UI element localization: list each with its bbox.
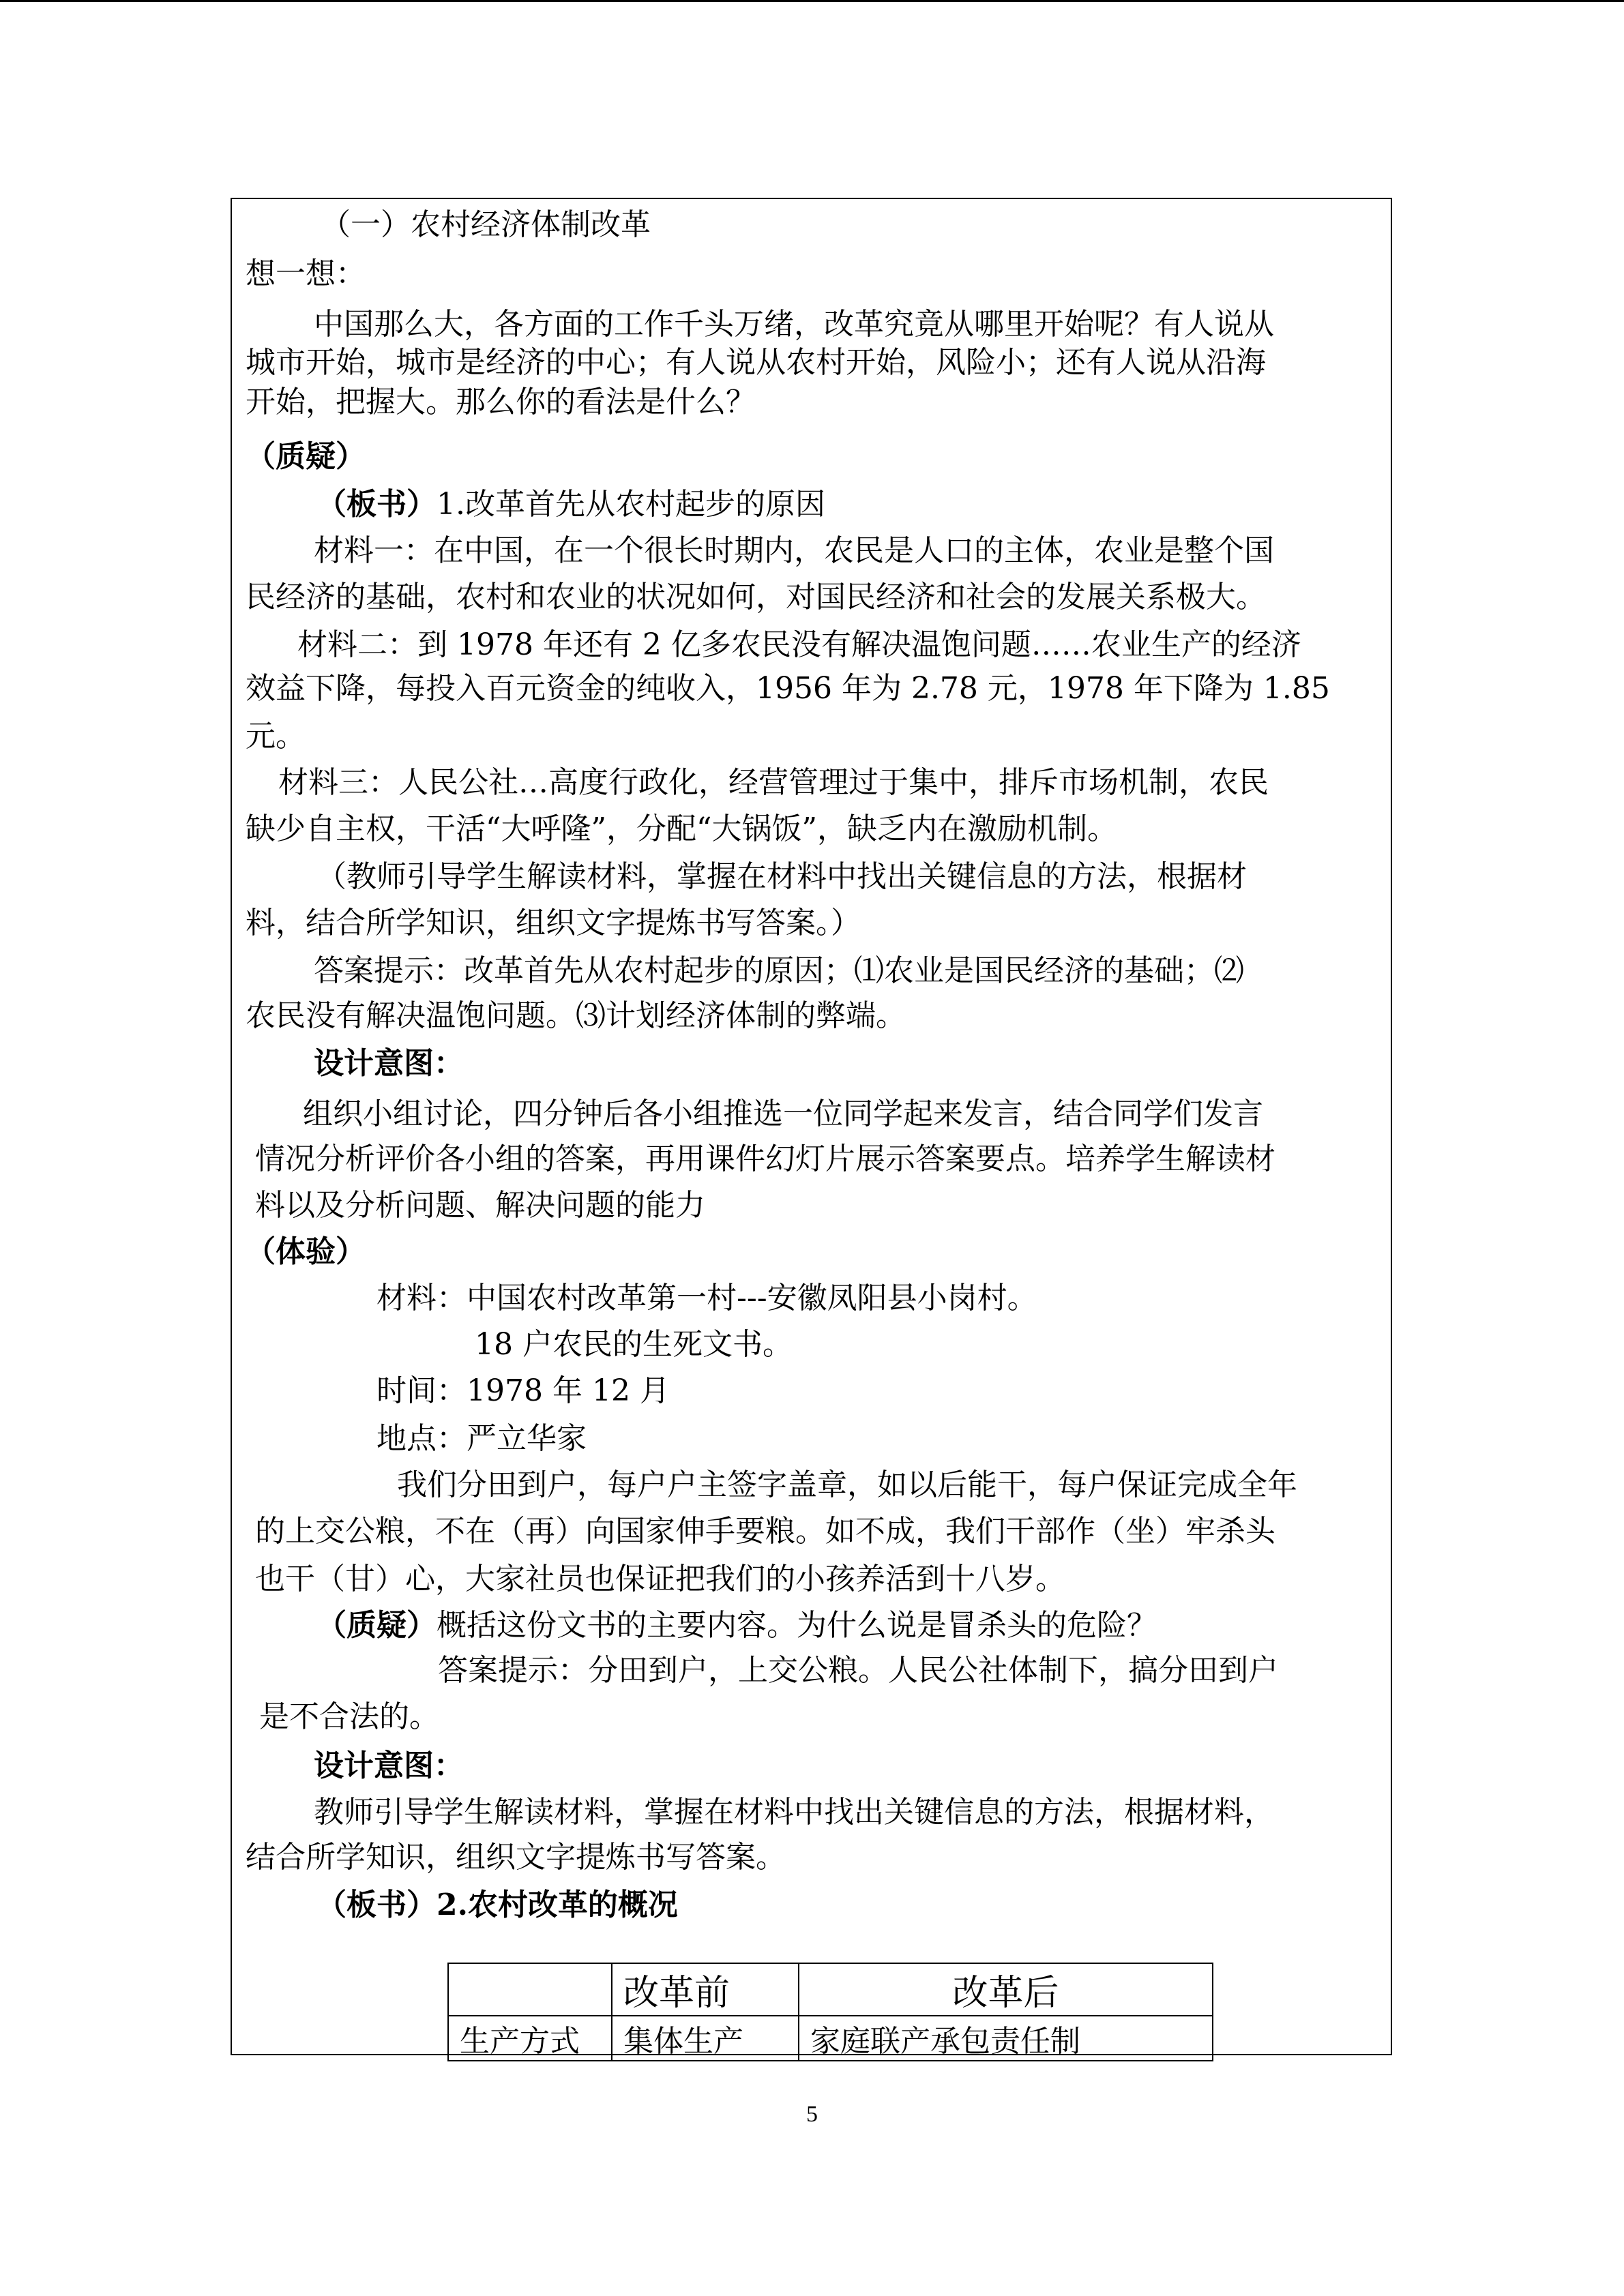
- design-text-1-line-3: 料以及分析问题、解决问题的能力: [255, 1188, 705, 1223]
- board-heading-1: [316, 484, 825, 525]
- think-text-line-3: 开始，把握大。那么你的看法是什么？: [246, 385, 756, 419]
- think-label: 想一想：: [246, 256, 366, 291]
- question-2: [316, 1605, 1157, 1646]
- exp-time: 时间：1978 年 12 月: [377, 1373, 670, 1408]
- design-text-2-line-2: 结合所学知识，组织文字提炼书写答案。: [246, 1840, 786, 1875]
- answer-hint-2-line-2: 是不合法的。: [259, 1699, 439, 1734]
- board-text-1: 1.改革首先从农村起步的原因: [437, 487, 825, 522]
- design-label-1: 设计意图：: [314, 1046, 464, 1081]
- design-text-2-line-1: 教师引导学生解读材料，掌握在材料中找出关键信息的方法，根据材料，: [314, 1795, 1274, 1830]
- design-text-1-line-2: 情况分析评价各小组的答案，再用课件幻灯片展示答案要点。培养学生解读材: [255, 1142, 1275, 1176]
- answer-hint-1-line-1: 答案提示：改革首先从农村起步的原因；⑴农业是国民经济的基础；⑵: [314, 953, 1244, 988]
- table-header-cell: [448, 1963, 612, 2016]
- question-2-prefix: （质疑）: [316, 1608, 437, 1643]
- reform-comparison-table: [447, 1963, 1213, 2061]
- table-header-row: [448, 1963, 1213, 2016]
- teacher-guide-1-line-1: （教师引导学生解读材料，掌握在材料中找出关键信息的方法，根据材: [316, 859, 1247, 894]
- board-prefix-1: （板书）: [316, 487, 437, 522]
- table-header-cell: 改革后: [799, 1963, 1213, 2016]
- section-title: （一）农村经济体制改革: [321, 207, 651, 242]
- top-border-line: [0, 0, 1624, 2]
- material-1-line-2: 民经济的基础，农村和农业的状况如何，对国民经济和社会的发展关系极大。: [246, 580, 1266, 614]
- table-cell: 生产方式: [448, 2016, 612, 2061]
- material-3-line-2: 缺少自主权，干活“大呼隆”，分配“大锅饭”，缺乏内在激励机制。: [246, 811, 1117, 846]
- design-text-1-line-1: 组织小组讨论，四分钟后各小组推选一位同学起来发言，结合同学们发言: [303, 1097, 1263, 1131]
- teacher-guide-1-line-2: 料，结合所学知识，组织文字提炼书写答案。）: [246, 906, 861, 940]
- board-heading-2: （板书）2.农村改革的概况: [316, 1888, 678, 1922]
- answer-hint-1-line-2: 农民没有解决温饱问题。⑶计划经济体制的弊端。: [246, 998, 906, 1033]
- exp-material-1: 材料：中国农村改革第一村---安徽凤阳县小岗村。: [377, 1281, 1037, 1315]
- answer-hint-2-line-1: 答案提示：分田到户，上交公粮。人民公社体制下，搞分田到户: [438, 1653, 1278, 1688]
- material-1-line-1: 材料一：在中国，在一个很长时期内，农民是人口的主体，农业是整个国: [314, 533, 1274, 568]
- table-row: [448, 2016, 1213, 2061]
- material-3-line-1: 材料三：人民公社…高度行政化，经营管理过于集中，排斥市场机制，农民: [278, 765, 1269, 800]
- exp-text-line-3: 也干（甘）心，大家社员也保证把我们的小孩养活到十八岁。: [255, 1562, 1065, 1596]
- material-2-line-1: 材料二：到 1978 年还有 2 亿多农民没有解决温饱问题……农业生产的经济: [297, 627, 1301, 662]
- experience-label: （体验）: [246, 1234, 366, 1269]
- question-2-text: 概括这份文书的主要内容。为什么说是冒杀头的危险？: [437, 1608, 1157, 1643]
- material-2-line-2: 效益下降，每投入百元资金的纯收入，1956 年为 2.78 元，1978 年下降为 1.85: [246, 671, 1330, 706]
- think-text-line-2: 城市开始，城市是经济的中心；有人说从农村开始，风险小；还有人说从沿海: [246, 345, 1266, 380]
- page-number: 5: [806, 2102, 818, 2127]
- exp-place: 地点：严立华家: [377, 1421, 587, 1456]
- table-cell: 集体生产: [612, 2016, 799, 2061]
- table-header-cell: 改革前: [612, 1963, 799, 2016]
- exp-text-line-2: 的上交公粮，不在（再）向国家伸手要粮。如不成，我们干部作（坐）牢杀头: [255, 1514, 1275, 1549]
- exp-text-line-1: 我们分田到户，每户户主签字盖章，如以后能干，每户保证完成全年: [397, 1467, 1297, 1502]
- think-text-line-1: 中国那么大，各方面的工作千头万绪，改革究竟从哪里开始呢？有人说从: [314, 307, 1274, 342]
- exp-material-2: 18 户农民的生死文书。: [475, 1327, 793, 1362]
- question-label-1: （质疑）: [246, 439, 366, 474]
- design-label-2: 设计意图：: [314, 1748, 464, 1783]
- table-cell: 家庭联产承包责任制: [799, 2016, 1213, 2061]
- material-2-line-3: 元。: [246, 719, 306, 754]
